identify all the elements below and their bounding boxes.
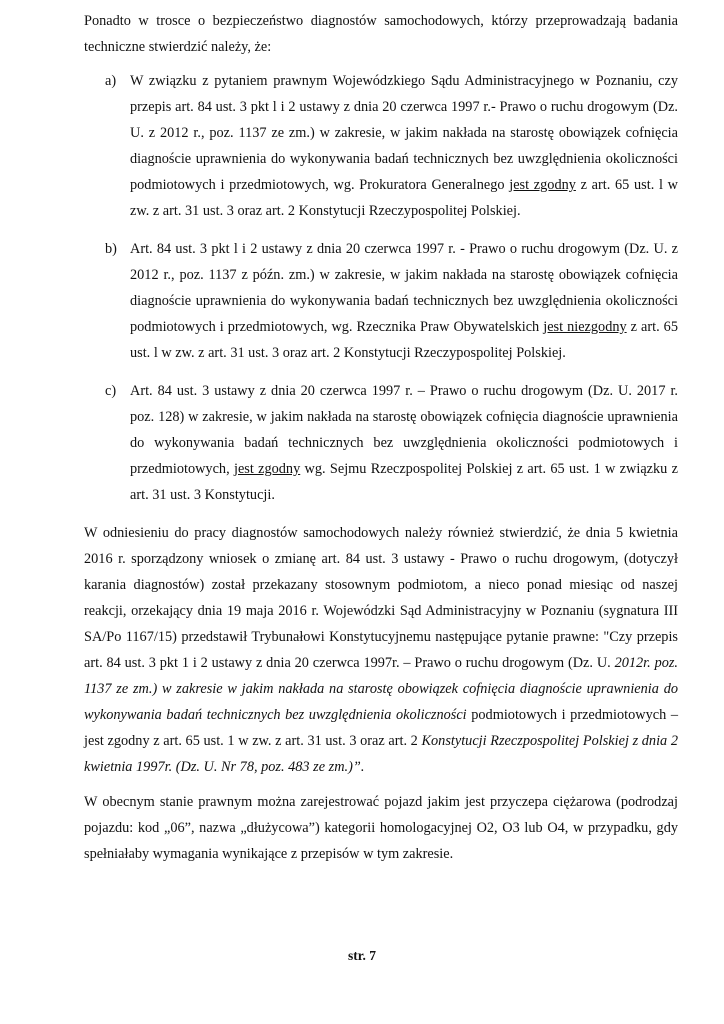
list-item-text: W związku z pytaniem prawnym Wojewódzkiego Sądu Administracyjnego w Poznaniu, czy przepis art. 84 ust. 3 pkt l i 2 ustawy z dnia 20 czerwca 1997 r.- Prawo o ruchu drogowym (Dz. U. z 2012 r., poz. 1137 ze zm.) w zakresie, w jakim nakłada na starostę obowiązek cofnięcia diagnoście uprawnienia do wykonywania badań technicznych bez uwzględnienia okoliczności podmiotowych i przedmiotowych, wg. Prokuratora Generalnego jest zgodny z art. 65 ust. l w zw. z art. 31 ust. 3 oraz art. 2 Konstytucji Rzeczypospolitej Polskiej.	[130, 73, 678, 219]
list-marker: a)	[105, 73, 117, 89]
list-item-text: Art. 84 ust. 3 ustawy z dnia 20 czerwca 1997 r. – Prawo o ruchu drogowym (Dz. U. 2017 r. poz. 128) w zakresie, w jakim nakłada na starostę obowiązek cofnięcia diagnoście uprawnienia do wykonywania badań technicznych bez uwzględnienia okoliczności podmiotowych i przedmiotowych, jest zgodny wg. Sejmu Rzeczpospolitej Polskiej z art. 65 ust. 1 w związku z art. 31 ust. 3 Konstytucji.	[130, 383, 678, 503]
statement-list	[84, 68, 678, 508]
list-marker: b)	[105, 241, 117, 257]
list-item-c	[84, 378, 678, 508]
list-item-a	[84, 68, 678, 224]
intro-paragraph: Ponadto w trosce o bezpieczeństwo diagnostów samochodowych, którzy przeprowadzają badania techniczne stwierdzić należy, że:	[84, 13, 678, 55]
document-page	[84, 8, 678, 876]
underlined-verdict: jest niezgodny	[543, 319, 627, 335]
body-paragraph-registration: W obecnym stanie prawnym można zarejestrować pojazd jakim jest przyczepa ciężarowa (podrodzaj pojazdu: kod „06”, nazwa „dłużycowa”) kategorii homologacyjnej O2, O3 lub O4, w przypadku, gdy spełniałaby wymagania wynikające z przepisów w tym zakresie.	[84, 794, 678, 862]
list-item-text: Art. 84 ust. 3 pkt l i 2 ustawy z dnia 20 czerwca 1997 r. - Prawo o ruchu drogowym (Dz. U. z 2012 r., poz. 1137 z późn. zm.) w zakresie, w jakim nakłada na starostę obowiązek cofnięcia diagnoście uprawnienia do wykonywania badań technicznych bez uwzględnienia okoliczności podmiotowych i przedmiotowych, wg. Rzecznika Praw Obywatelskich jest niezgodny z art. 65 ust. l w zw. z art. 31 ust. 3 oraz art. 2 Konstytucji Rzeczypospolitej Polskiej.	[130, 241, 678, 361]
underlined-verdict: jest zgodny	[233, 461, 301, 477]
list-marker: c)	[105, 383, 117, 399]
page-number: str. 7	[347, 948, 376, 963]
underlined-verdict: jest zgodny	[509, 177, 576, 193]
list-item-b	[84, 236, 678, 366]
body-paragraph-court-question: W odniesieniu do pracy diagnostów samochodowych należy również stwierdzić, że dnia 5 kwietnia 2016 r. sporządzony wniosek o zmianę art. 84 ust. 3 ustawy - Prawo o ruchu drogowym, (dotyczył karania diagnostów) został przekazany stosownym podmiotom, a nieco ponad miesiąc od naszej reakcji, orzekający dnia 19 maja 2016 r. Wojewódzki Sąd Administracyjny w Poznaniu (sygnatura III SA/Po 1167/15) przedstawił Trybunałowi Konstytucyjnemu następujące pytanie prawne: "Czy przepis art. 84 ust. 3 pkt 1 i 2 ustawy z dnia 20 czerwca 1997r. – Prawo o ruchu drogowym (Dz. U. 2012r. poz. 1137 ze zm.) w zakresie w jakim nakłada na starostę obowiązek cofnięcia diagnoście uprawnienia do wykonywania badań technicznych bez uwzględnienia okoliczności podmiotowych i przedmiotowych – jest zgodny z art. 65 ust. 1 w zw. z art. 31 ust. 3 oraz art. 2 Konstytucji Rzeczpospolitej Polskiej z dnia 2 kwietnia 1997r. (Dz. U. Nr 78, poz. 483 ze zm.)”.	[84, 525, 679, 775]
